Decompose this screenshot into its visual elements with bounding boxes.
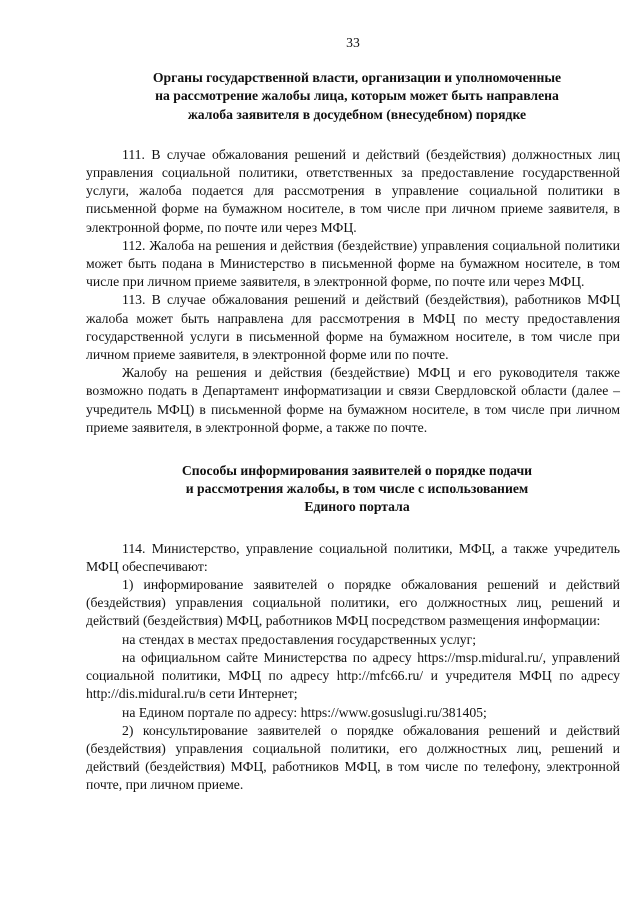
heading-line: жалоба заявителя в досудебном (внесудебном) порядке bbox=[187, 106, 527, 122]
section-heading-complaint-bodies bbox=[86, 69, 620, 124]
paragraph-unified-portal: на Едином портале по адресу: https://www.gosuslugi.ru/381405; bbox=[122, 704, 487, 720]
paragraph-item-2: 2) консультирование заявителей о порядке обжалования решений и действий (бездействия) управления социальной политики, его должностных лиц, решений и действий (бездействия) МФЦ, работников МФЦ, в том числе по телефону, электронной почте, при личном приеме. bbox=[86, 722, 620, 793]
paragraph-mfc-complaint: Жалобу на решения и действия (бездействие) МФЦ и его руководителя также возможно подать в Департамент информатизации и связи Свердловской области (далее – учредитель МФЦ) в письменной форме на бумажном носителе, в том числе при личном приеме заявителя, в электронной форме, а также по почте. bbox=[86, 365, 620, 435]
section-heading-informing-methods bbox=[86, 462, 620, 517]
heading-line: и рассмотрения жалобы, в том числе с использованием bbox=[185, 481, 529, 497]
paragraph-111: 111. В случае обжалования решений и действий (бездействия) должностных лиц управления социальной политики, ответственных за предоставление государственной услуги, жалоба подается для рассмотрения в управление социальной политики в письменной форме на бумажном носителе, в том числе при личном приеме заявителя, в электронной форме, по почте или через МФЦ. bbox=[86, 146, 620, 235]
page-number: 33 bbox=[346, 35, 360, 50]
heading-line: на рассмотрение жалобы лица, которым может быть направлена bbox=[155, 88, 559, 104]
paragraph-item-1: 1) информирование заявителей о порядке обжалования решений и действий (бездействия) управления социальной политики, его должностных лиц, решений и действий (бездействия) МФЦ, работников МФЦ посредством размещения информации: bbox=[86, 577, 620, 629]
paragraph-112: 112. Жалоба на решения и действия (бездействие) управления социальной политики может быть подана в Министерство в письменной форме на бумажном носителе, в том числе при личном приеме заявителя, в электронной форме, по почте или через МФЦ. bbox=[86, 237, 620, 290]
paragraph-113: 113. В случае обжалования решений и действий (бездействия), работников МФЦ жалоба может быть направлена для рассмотрения в МФЦ по месту предоставления государственной услуги в письменной форме на бумажном носителе, в том числе при личном приеме заявителя, в электронной форме или по почте. bbox=[86, 292, 620, 363]
paragraph-114: 114. Министерство, управление социальной политики, МФЦ, а также учредитель МФЦ обеспечивают: bbox=[86, 540, 620, 574]
paragraph-stands: на стендах в местах предоставления государственных услуг; bbox=[122, 631, 477, 647]
heading-line: Способы информирования заявителей о порядке подачи bbox=[181, 463, 533, 479]
heading-line: Единого портала bbox=[304, 499, 410, 515]
paragraph-official-sites: на официальном сайте Министерства по адресу https://msp.midural.ru/, управлений социальной политики, МФЦ по адресу http://mfc66.ru/ и учредителя МФЦ по адресу http://dis.midural.ru/в сети Интернет; bbox=[86, 649, 620, 702]
heading-line: Органы государственной власти, организации и уполномоченные bbox=[152, 70, 562, 86]
